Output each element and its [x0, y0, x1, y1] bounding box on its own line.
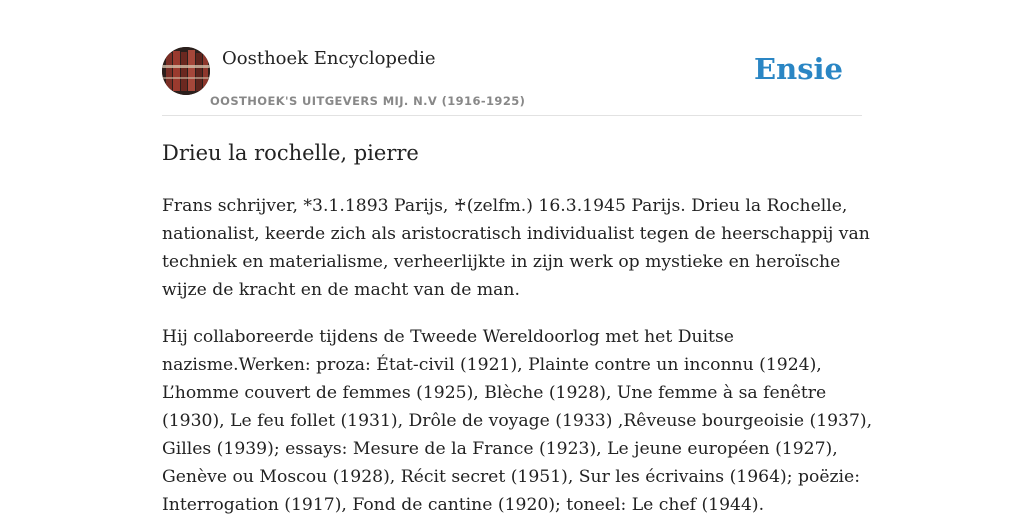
article-paragraph: Hij collaboreerde tijdens de Tweede Wereldoorlog met het Duitse nazisme.Werken: proza: État-civil (1921), Plainte contre un inconnu (1924), L’homme couvert de femmes (1925), Blèche (1928), Une femme à sa fenêtre (1930), Le feu follet (1931), Drôle de voyage (1933) ,Rêveuse bourgeoisie (1937), Gilles (1939); essays: Mesure de la France (1923), Le jeune européen (1927), Genève ou Moscou (1928), Récit secret (1951), Sur les écrivains (1964); poëzie: Interrogation (1917), Fond de cantine (1920); toneel: Le chef (1944). [162, 327, 873, 515]
publication-avatar-books-icon[interactable] [162, 47, 210, 95]
publisher-subtitle: OOSTHOEK'S UITGEVERS MIJ. N.V (1916-1925) [210, 94, 526, 108]
publication-name[interactable]: Oosthoek Encyclopedie [222, 48, 436, 69]
site-logo[interactable]: Ensie [754, 52, 843, 86]
article-paragraph: Frans schrijver, *3.1.1893 Parijs, ♰(zelfm.) 16.3.1945 Parijs. Drieu la Rochelle, nationalist, keerde zich als aristocratisch individualist tegen de heerschappij van techniek en materialisme, verheerlijkte in zijn werk op mystieke en heroïsche wijze de kracht en de macht van de man. [162, 196, 870, 300]
bookshelf-icon [162, 47, 210, 95]
article-title: Drieu la rochelle, pierre [162, 141, 419, 165]
header-divider [162, 115, 862, 116]
site-header [162, 46, 862, 116]
